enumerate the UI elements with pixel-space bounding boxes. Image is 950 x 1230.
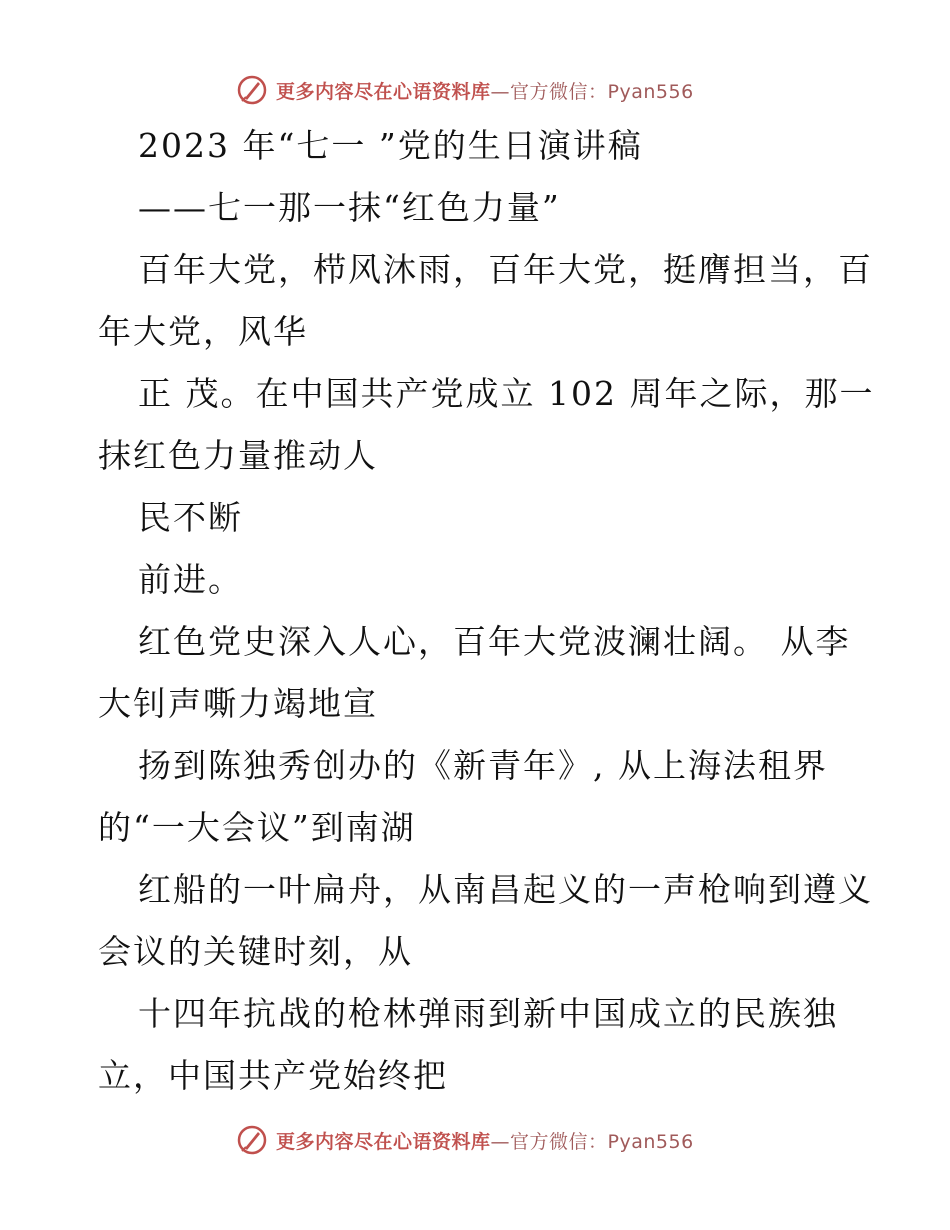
quill-pen-logo-icon [236,1124,268,1156]
footer-banner [236,1122,694,1158]
header-banner [236,72,694,108]
paragraph-line: 年大党，风华 [98,312,308,351]
document-subtitle: ——七一那一抹“红色力量” [138,188,561,227]
footer-sub-text: —官方微信：Pyan556 [490,1130,694,1153]
paragraph-line: 抹红色力量推动人 [98,436,378,475]
paragraph-line: 正 茂。在中国共产党成立 102 周年之际，那一 [138,374,875,413]
header-text [276,77,694,104]
header-main-text: 更多内容尽在心语资料库 [276,80,491,103]
paragraph-line: 前进。 [138,560,243,599]
paragraph-line: 会议的关键时刻，从 [98,932,413,971]
paragraph-line: 百年大党，栉风沐雨，百年大党，挺膺担当，百 [138,250,873,289]
paragraph-line: 十四年抗战的枪林弹雨到新中国成立的民族独 [138,994,838,1033]
footer-main-text: 更多内容尽在心语资料库 [276,1130,491,1153]
document-body [98,122,875,1100]
document-title: 2023 年“七一 ”党的生日演讲稿 [138,126,643,165]
paragraph-line: 民不断 [138,498,243,537]
paragraph-line: 红色党史深入人心，百年大党波澜壮阔。 从李 [138,622,851,661]
paragraph-line: 红船的一叶扁舟，从南昌起义的一声枪响到遵义 [138,870,873,909]
header-sub-text: —官方微信：Pyan556 [490,80,694,103]
paragraph-line: 大钊声嘶力竭地宣 [98,684,378,723]
quill-pen-logo-icon [236,74,268,106]
paragraph-line: 立，中国共产党始终把 [98,1056,448,1095]
paragraph-line: 的“一大会议”到南湖 [98,808,416,847]
paragraph-line: 扬到陈独秀创办的《新青年》, 从上海法租界 [138,746,828,785]
footer-text [276,1127,694,1154]
